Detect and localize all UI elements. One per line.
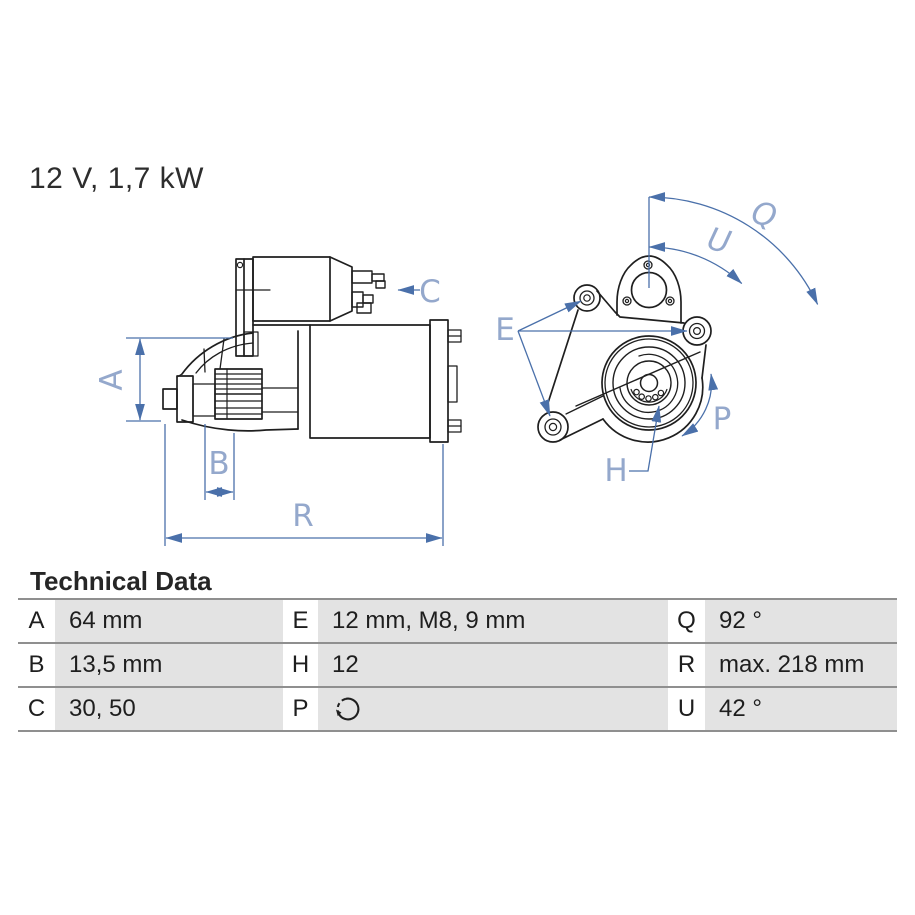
dimension-label-e: E [495, 312, 515, 348]
solenoid-bracket [236, 259, 258, 356]
side-view-drawing [163, 257, 461, 442]
table-row [18, 600, 897, 644]
table-cell-key-p: P [283, 688, 318, 730]
product-spec-title: 12 V, 1,7 kW [29, 162, 204, 195]
dimension-label-r: R [292, 498, 314, 534]
table-cell-key-a: A [18, 600, 55, 642]
dimension-label-p: P [712, 401, 732, 437]
table-cell-key-u: U [668, 688, 705, 730]
table-cell-key-b: B [18, 644, 55, 686]
table-cell-value-q: 92 ° [705, 600, 897, 642]
dimension-e-leaders [518, 301, 687, 416]
side-view-dimensions [126, 290, 443, 546]
technical-data-heading: Technical Data [30, 566, 212, 596]
solenoid [253, 257, 385, 321]
table-row [18, 644, 897, 688]
motor-body [253, 320, 461, 442]
end-view-dimensions [518, 194, 818, 471]
end-housing-circles [602, 336, 696, 430]
table-cell-value-u: 42 ° [705, 688, 897, 730]
table-cell-key-r: R [668, 644, 705, 686]
table-row [18, 688, 897, 732]
table-cell-key-h: H [283, 644, 318, 686]
ccw-rotation-icon [332, 694, 364, 724]
table-cell-key-c: C [18, 688, 55, 730]
table-cell-value-b: 13,5 mm [55, 644, 283, 686]
table-cell-key-q: Q [668, 600, 705, 642]
table-cell-value-a: 64 mm [55, 600, 283, 642]
table-cell-value-r: max. 218 mm [705, 644, 897, 686]
drive-end-housing [163, 331, 298, 431]
table-cell-key-e: E [283, 600, 318, 642]
table-cell-value-h: 12 [318, 644, 668, 686]
dimension-label-b: B [208, 446, 230, 482]
dimension-label-a: A [94, 369, 130, 391]
table-cell-value-p [318, 688, 668, 730]
dimension-label-h: H [604, 453, 628, 489]
table-cell-value-c: 30, 50 [55, 688, 283, 730]
technical-data-table [18, 598, 897, 732]
dimension-label-u: U [703, 220, 735, 262]
table-cell-value-e: 12 mm, M8, 9 mm [318, 600, 668, 642]
end-view-drawing [538, 256, 711, 442]
dimension-label-c: C [419, 274, 441, 310]
pinion-gear [215, 369, 262, 419]
dimension-q-arc [649, 194, 818, 304]
dimension-label-q: Q [747, 194, 781, 236]
